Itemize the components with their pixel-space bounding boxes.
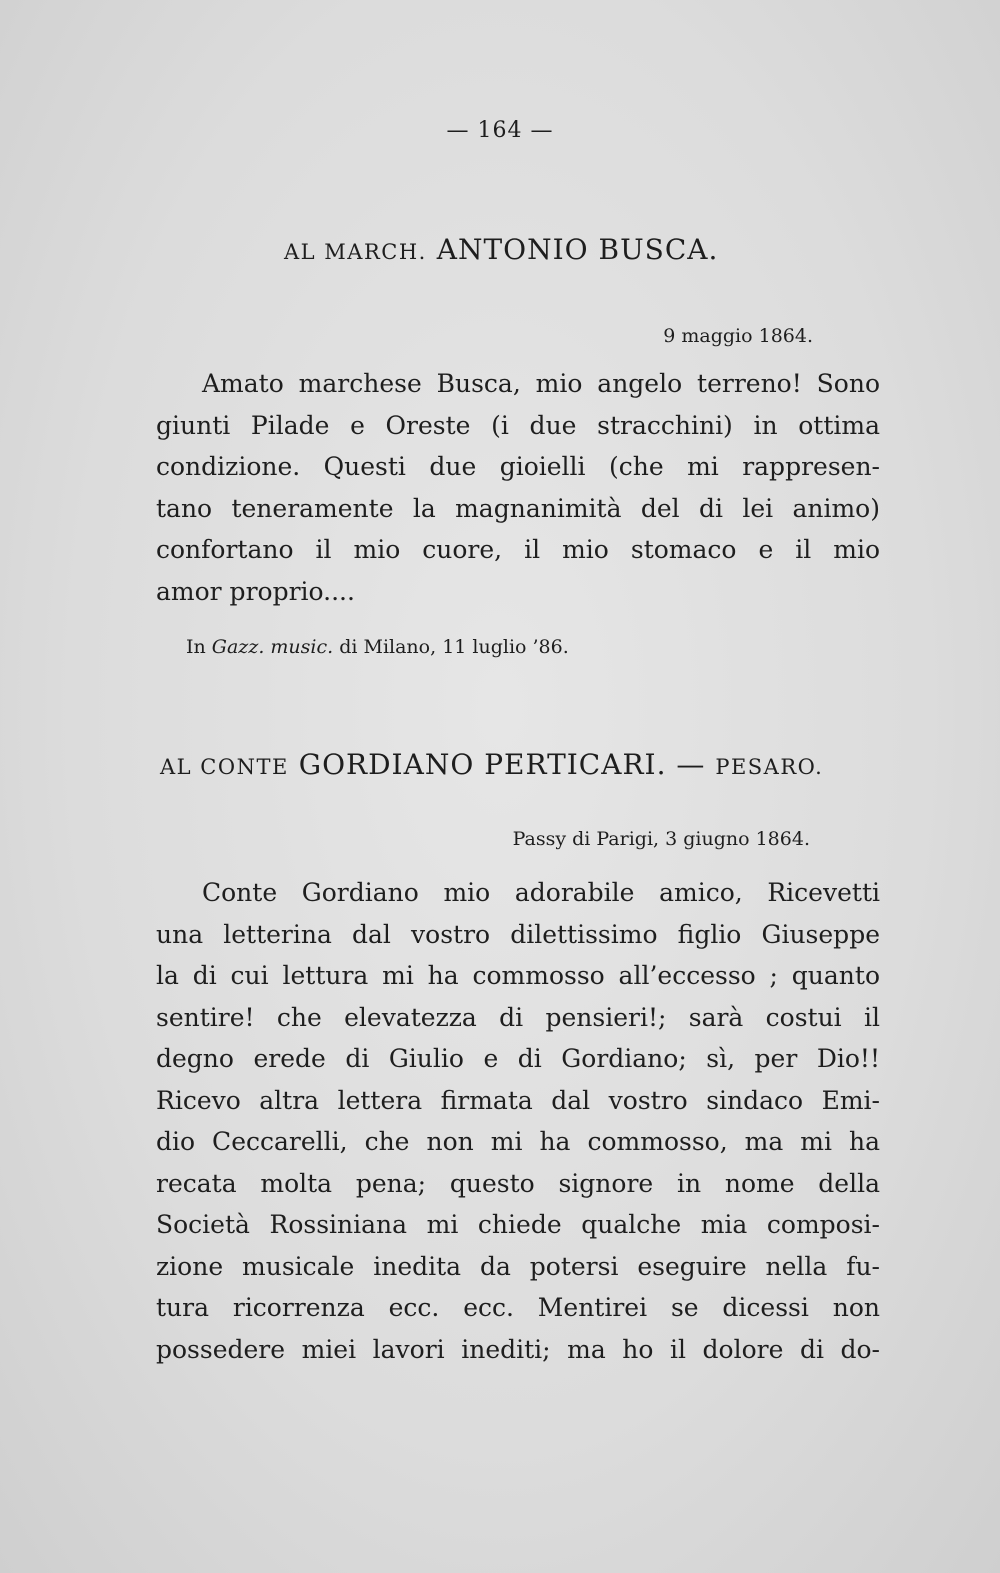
letter-2-line: tura ricorrenza ecc. ecc. Mentirei se dicessi non <box>156 1293 880 1322</box>
letter-2-line: sentire! che elevatezza di pensieri!; sarà costui il <box>156 1002 880 1032</box>
letter-2-heading-prefix: AL CONTE <box>160 755 289 779</box>
source-publication: Gazz. music. <box>211 636 334 658</box>
letter-2-body <box>156 872 880 1370</box>
letter-2-line: dio Ceccarelli, che non mi ha commosso, ma mi ha <box>156 1127 880 1156</box>
letter-2-line: Conte Gordiano mio adorabile amico, Ricevetti <box>202 878 880 907</box>
letter-1-line: amor proprio.... <box>156 576 355 606</box>
letter-2-date: Passy di Parigi, 3 giugno 1864. <box>512 828 810 850</box>
letter-2-heading-dash: — <box>676 748 706 781</box>
letter-1-line: giunti Pilade e Oreste (i due stracchini) in ottima <box>156 410 880 440</box>
letter-1-line: confortano il mio cuore, il mio stomaco e il mio <box>156 535 880 564</box>
letter-1-body <box>156 363 880 612</box>
letter-2-line: degno erede di Giulio e di Gordiano; sì, per Dio!! <box>156 1044 880 1073</box>
letter-1-line: tano teneramente la magnanimità del di lei animo) <box>156 493 880 523</box>
page-number: — 164 — <box>446 118 554 143</box>
letter-1-recipient: ANTONIO BUSCA. <box>436 233 719 266</box>
letter-2-heading-place: PESARO. <box>715 755 824 779</box>
source-prefix: In <box>186 636 206 658</box>
letter-2-line: recata molta pena; questo signore in nome della <box>156 1168 880 1198</box>
letter-1-date: 9 maggio 1864. <box>663 325 813 347</box>
letter-2-line: la di cui lettura mi ha commosso all’eccesso ; quanto <box>156 961 880 990</box>
letter-1-heading <box>284 233 718 266</box>
letter-1-heading-prefix: AL MARCH. <box>284 240 427 264</box>
letter-2-line: una letterina dal vostro dilettissimo figlio Giuseppe <box>156 919 880 949</box>
letter-2-line: Società Rossiniana mi chiede qualche mia composi- <box>156 1210 880 1239</box>
letter-2-line: zione musicale inedita da potersi eseguire nella fu- <box>156 1251 880 1281</box>
letter-2-line: Ricevo altra lettera firmata dal vostro sindaco Emi- <box>156 1085 880 1115</box>
letter-1-source <box>186 636 569 658</box>
source-suffix: di Milano, 11 luglio ’86. <box>339 636 569 658</box>
letter-1-line: Amato marchese Busca, mio angelo terreno! Sono <box>202 369 880 398</box>
letter-1-line: condizione. Questi due gioielli (che mi rappresen- <box>156 452 880 481</box>
letter-2-heading <box>160 748 823 781</box>
letter-2-line: possedere miei lavori inediti; ma ho il dolore di do- <box>156 1334 880 1364</box>
letter-2-recipient: GORDIANO PERTICARI. <box>298 748 667 781</box>
